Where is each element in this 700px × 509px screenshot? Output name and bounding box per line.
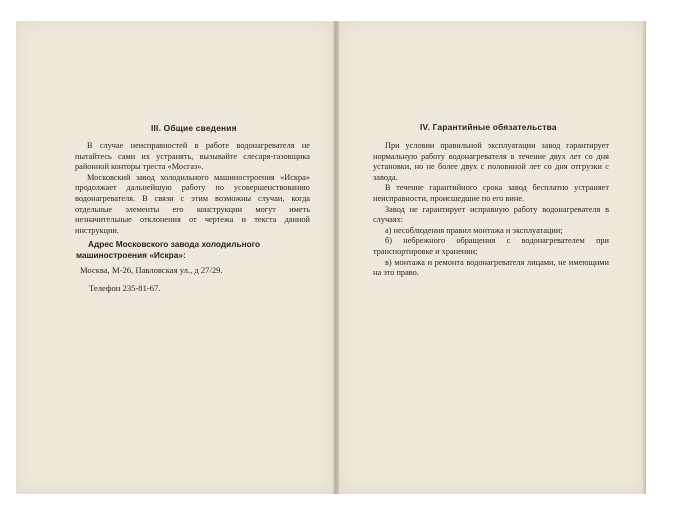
- section-heading-warranty: IV. Гарантийные обязательства: [420, 122, 557, 132]
- list-item: в) монтажа и ремонта водонагревателя лицами, не имеющими на это право.: [373, 257, 609, 278]
- paragraph-free-repair: В течение гарантийного срока завод бесплатно устраняет неисправности, происшедшие по его вине.: [373, 183, 609, 203]
- paragraph-warranty-period: При условии правильной эксплуатации завод гарантирует нормальную работу водонагревателя в течение двух лет со дня установки, но не более двух с половиной лет со дня отгрузки с завода.: [373, 141, 609, 182]
- booklet-gutter: [333, 21, 339, 494]
- section-heading-general: III. Общие сведения: [151, 123, 237, 133]
- page-edges: [643, 21, 646, 494]
- phone-number: Телефон 235-81-67.: [89, 283, 161, 293]
- paragraph-improvements: Московский завод холодильного машиностроения «Искра» продолжает дальнейшую работу по усовершенствованию водонагревателя. В связи с этим возможны случаи, когда отдельные элементы его конструкции могут иметь незначительные отклонения от чертежа и текста данной инструкции.: [75, 172, 310, 235]
- right-body: [373, 141, 609, 279]
- paragraph-exclusions: Завод не гарантирует исправную работу водонагревателя в случаях:: [373, 204, 609, 225]
- list-item: а) несоблюдения правил монтажа и эксплуатации;: [385, 225, 563, 235]
- address-title: Адрес Московского завода холодильного машиностроения «Искра»:: [76, 239, 261, 260]
- list-item: б) небрежного обращения с водонагревателем при транспортировке и хранении;: [373, 236, 609, 256]
- paragraph-malfunctions: В случае неисправностей в работе водонагревателя не пытайтесь сами их устранять, вызывайте слесаря-газовщика районной конторы треста «Мосгаз».: [75, 141, 310, 172]
- postal-address: Москва, М-26, Павловская ул., д 27/29.: [80, 265, 223, 275]
- left-body: [75, 141, 310, 236]
